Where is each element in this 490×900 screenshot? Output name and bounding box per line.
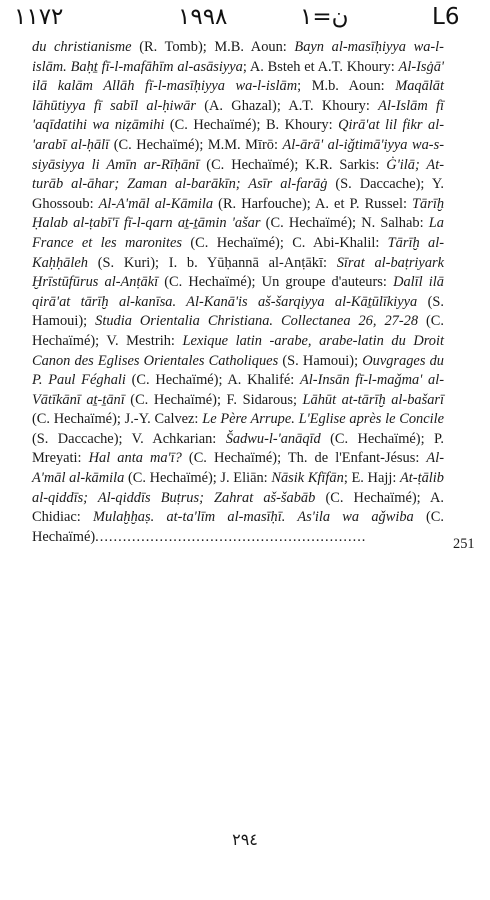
entry-text-run: (C. Hechaïmé); M.M. Mīrō: [109,136,283,153]
work-title: Tārīḫ Ḥalab al-ṭabī'ī fī-l-qarn aṯ-ṯāmin 'ašar [32,195,445,232]
work-title: Qirā'at lil fikr al-'arabī al-ḥālī [32,117,444,153]
entry-text-run: (C. Hechaïmé); C. Abi-Khalil: [182,234,388,251]
entry-text-run: ; M.b. Aoun: [297,78,396,95]
work-title: Le Père Arrupe. L'Eglise après le Concile [202,411,444,428]
work-title: Ouvgrages du P. Paul Féghali [32,352,444,389]
entry-text-run: (S. Daccache); Y. Ghossoub: [32,176,444,212]
entry-text-run: (S. Hamoui); [32,293,444,330]
work-title: Lāhūt at-tārīḫ al-bašarī [302,391,444,408]
entry-text-run: ; A. Bsteh et A.T. Khoury: [242,58,399,75]
entry-text-run: (C. Hechaïmé) [32,509,444,545]
entry-text-run: (A. Ghazal); A.T. Khoury: [195,97,379,114]
page-number: ٢٩٤ [232,830,258,849]
work-title: Sīrat al-baṭriyark Ḫrīstūfūrus al-Anṭākī [32,254,444,291]
entry-text-run: (C. Hechaïmé); A. Chidiac: [32,489,444,526]
work-title: Tārīḫ al-Kaḥḥāleh [32,234,445,271]
entry-text-run: (C. Hechaïmé); K.R. Sarkis: [199,156,387,173]
work-title: Nāsik Kfīfān [271,470,344,487]
work-title: Al-Islām fī 'aqīdatihi wa niẓāmihi [32,97,444,134]
work-title: Maqālāt lāhūtiyya fī sabīl al-ḥiwār [32,78,444,114]
work-title: Al-ārā' al-iǧtimā'iyya wa-s-siyāsiyya li Amīn ar-Rīḥānī [32,136,444,173]
work-title: Ġ'ilā; At-turāb al-āhar; Zaman al-barākīn; Asīr al-farāġ [32,156,445,193]
work-title: Hal anta ma'ī? [88,450,182,467]
entry-text [32,39,444,545]
entry-text-run: (C. Hechaïmé); J. Eliān: [124,470,272,487]
entry-text-run: (R. Tomb); M.B. Aoun: [131,39,295,55]
work-title: Al-A'māl al-Kāmila [98,195,214,212]
entry-text-run: (C. Hechaïmé); J.-Y. Calvez: [32,411,203,428]
work-title: Al-Insān fī-l-maǧma' al-Vātīkānī aṯ-ṯānī [32,372,444,408]
work-title: Bayn al-masīḥiyya wa-l-islām. Baḥṯ fī-l-mafāhīm al-asāsiyya [32,39,444,75]
work-title: Al-A'māl al-kāmila [32,450,444,487]
handwritten-mark-1: ١١٧٢ [14,4,64,30]
work-title: At-ṭālib al-qiddīs; Al-qiddīs Buṭrus; Zahrat aš-šabāb [32,470,444,506]
leader-dots: ........................................................... [95,528,367,545]
handwritten-mark-4: L6 [432,4,460,30]
entry-text-run: (C. Hechaïmé); F. Sidarous; [124,391,303,408]
page-reference: 251 [453,536,475,552]
entry-text-run: (C. Hechaïmé); V. Mestrih: [32,313,444,349]
work-title: Lexique latin -arabe, arabe-latin du Droit Canon des Eglises Orientales Catholiques [32,332,444,369]
handwritten-mark-2: ١٩٩٨ [178,4,228,30]
work-title: Mulaḫḫaṣ. at-ta'līm al-masīḥī. As'ila wa aǧwiba [93,509,414,526]
entry-text-run: (C. Hechaïmé); B. Khoury: [164,117,339,134]
entry-text-run: (R. Harfouche); A. et P. Russel: [213,195,413,212]
handwritten-mark-3: ن=١ [300,4,349,30]
entry-text-run: (C. Hechaïmé); P. Mreyati: [32,430,444,467]
index-entry-paragraph [32,38,444,547]
entry-text-run: (S. Daccache); V. Achkarian: [32,430,226,447]
work-title: La France et les maronites [32,215,444,251]
work-title: Al-Isġā' ilā kalām Allāh fī-l-masīḥiyya wa-l-islām [32,58,444,95]
entry-text-run: (S. Kuri); I. b. Yūḥannā al-Anṭākī: [87,254,337,271]
work-title: Studia Orientalia Christiana. Collectanea 26, 27-28 [95,313,419,330]
work-title: Šadwu-l-'anāqīd [225,430,321,447]
work-title: du christianisme [32,39,132,55]
entry-text-run: (C. Hechaïmé); A. Khalifé: [125,372,300,389]
entry-text-run: (C. Hechaïmé); Th. de l'Enfant-Jésus: [181,450,427,467]
entry-text-run: (C. Hechaïmé); N. Salhab: [260,215,429,232]
entry-text-run: (S. Hamoui); [278,352,363,369]
entry-text-run: (C. Hechaïmé); Un groupe d'auteurs: [158,274,394,291]
entry-text-run: ; E. Hajj: [343,470,401,487]
work-title: Dalīl ilā qirā'at tārīḫ al-kanīsa. Al-Kanā'is aš-šarqiyya al-Kāṯūlīkiyya [32,274,444,310]
